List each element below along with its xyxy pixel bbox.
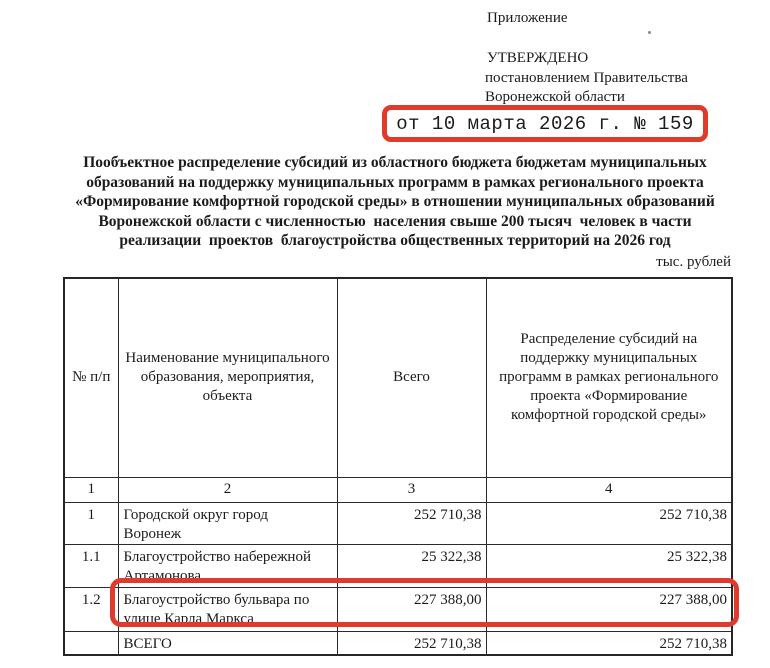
table-row-highlighted bbox=[64, 587, 732, 631]
title-line: образований на поддержку муниципальных программ в рамках регионального проекта bbox=[86, 173, 704, 191]
title-line: Воронежской области с численностью населения свыше 200 тысяч человек в части bbox=[98, 212, 692, 230]
title-line: «Формирование комфортной городской среды» в отношении муниципальных образований bbox=[75, 193, 715, 211]
cell-total: 252 710,38 bbox=[337, 631, 486, 655]
approved-region-line: Воронежской области bbox=[485, 89, 625, 105]
cell-subsidy: 227 388,00 bbox=[486, 587, 732, 631]
cell-row-num: 1 bbox=[64, 502, 118, 544]
cell-row-num: 1.1 bbox=[64, 544, 118, 587]
column-number: 4 bbox=[486, 477, 732, 502]
column-number: 2 bbox=[118, 477, 337, 502]
subsidy-table bbox=[63, 277, 733, 656]
table-row-total bbox=[64, 631, 732, 655]
cell-name: ВСЕГО bbox=[118, 631, 337, 655]
date-stamp-highlight-box bbox=[382, 105, 708, 142]
table-row bbox=[64, 544, 732, 587]
cell-subsidy: 25 322,38 bbox=[486, 544, 732, 587]
cell-total: 252 710,38 bbox=[337, 502, 486, 544]
units-note: тыс. рублей bbox=[656, 254, 731, 270]
cell-subsidy: 252 710,38 bbox=[486, 502, 732, 544]
col-header-total: Всего bbox=[337, 278, 486, 477]
date-stamp: от 10 марта 2026 г. № 159 bbox=[396, 112, 694, 135]
column-number: 3 bbox=[337, 477, 486, 502]
cell-name: Благоустройство набережной Артамонова bbox=[118, 544, 337, 587]
approved-label: УТВЕРЖДЕНО bbox=[487, 50, 589, 66]
scan-artifact-dot bbox=[648, 31, 651, 34]
cell-total: 25 322,38 bbox=[337, 544, 486, 587]
table-header-row bbox=[64, 278, 732, 477]
appendix-label: Приложение bbox=[487, 10, 568, 26]
document-title bbox=[65, 153, 725, 251]
cell-row-num: 1.2 bbox=[64, 587, 118, 631]
column-number-row bbox=[64, 477, 732, 502]
approved-by-line: постановлением Правительства bbox=[485, 70, 688, 86]
cell-name: Городской округ город Воронеж bbox=[118, 502, 337, 544]
cell-total: 227 388,00 bbox=[337, 587, 486, 631]
col-header-subsidy: Распределение субсидий на поддержку муниципальных программ в рамках регионального проекта «Формирование комфортной городской среды» bbox=[486, 278, 732, 477]
col-header-name: Наименование муниципального образования, мероприятия, объекта bbox=[118, 278, 337, 477]
table-row bbox=[64, 502, 732, 544]
cell-subsidy: 252 710,38 bbox=[486, 631, 732, 655]
col-header-num: № п/п bbox=[64, 278, 118, 477]
cell-name: Благоустройство бульвара по улице Карла Маркса bbox=[118, 587, 337, 631]
cell-row-num bbox=[64, 631, 118, 655]
title-line: реализации проектов благоустройства общественных территорий на 2026 год bbox=[119, 232, 671, 250]
column-number: 1 bbox=[64, 477, 118, 502]
title-line: Пообъектное распределение субсидий из областного бюджета бюджетам муниципальных bbox=[83, 154, 707, 171]
